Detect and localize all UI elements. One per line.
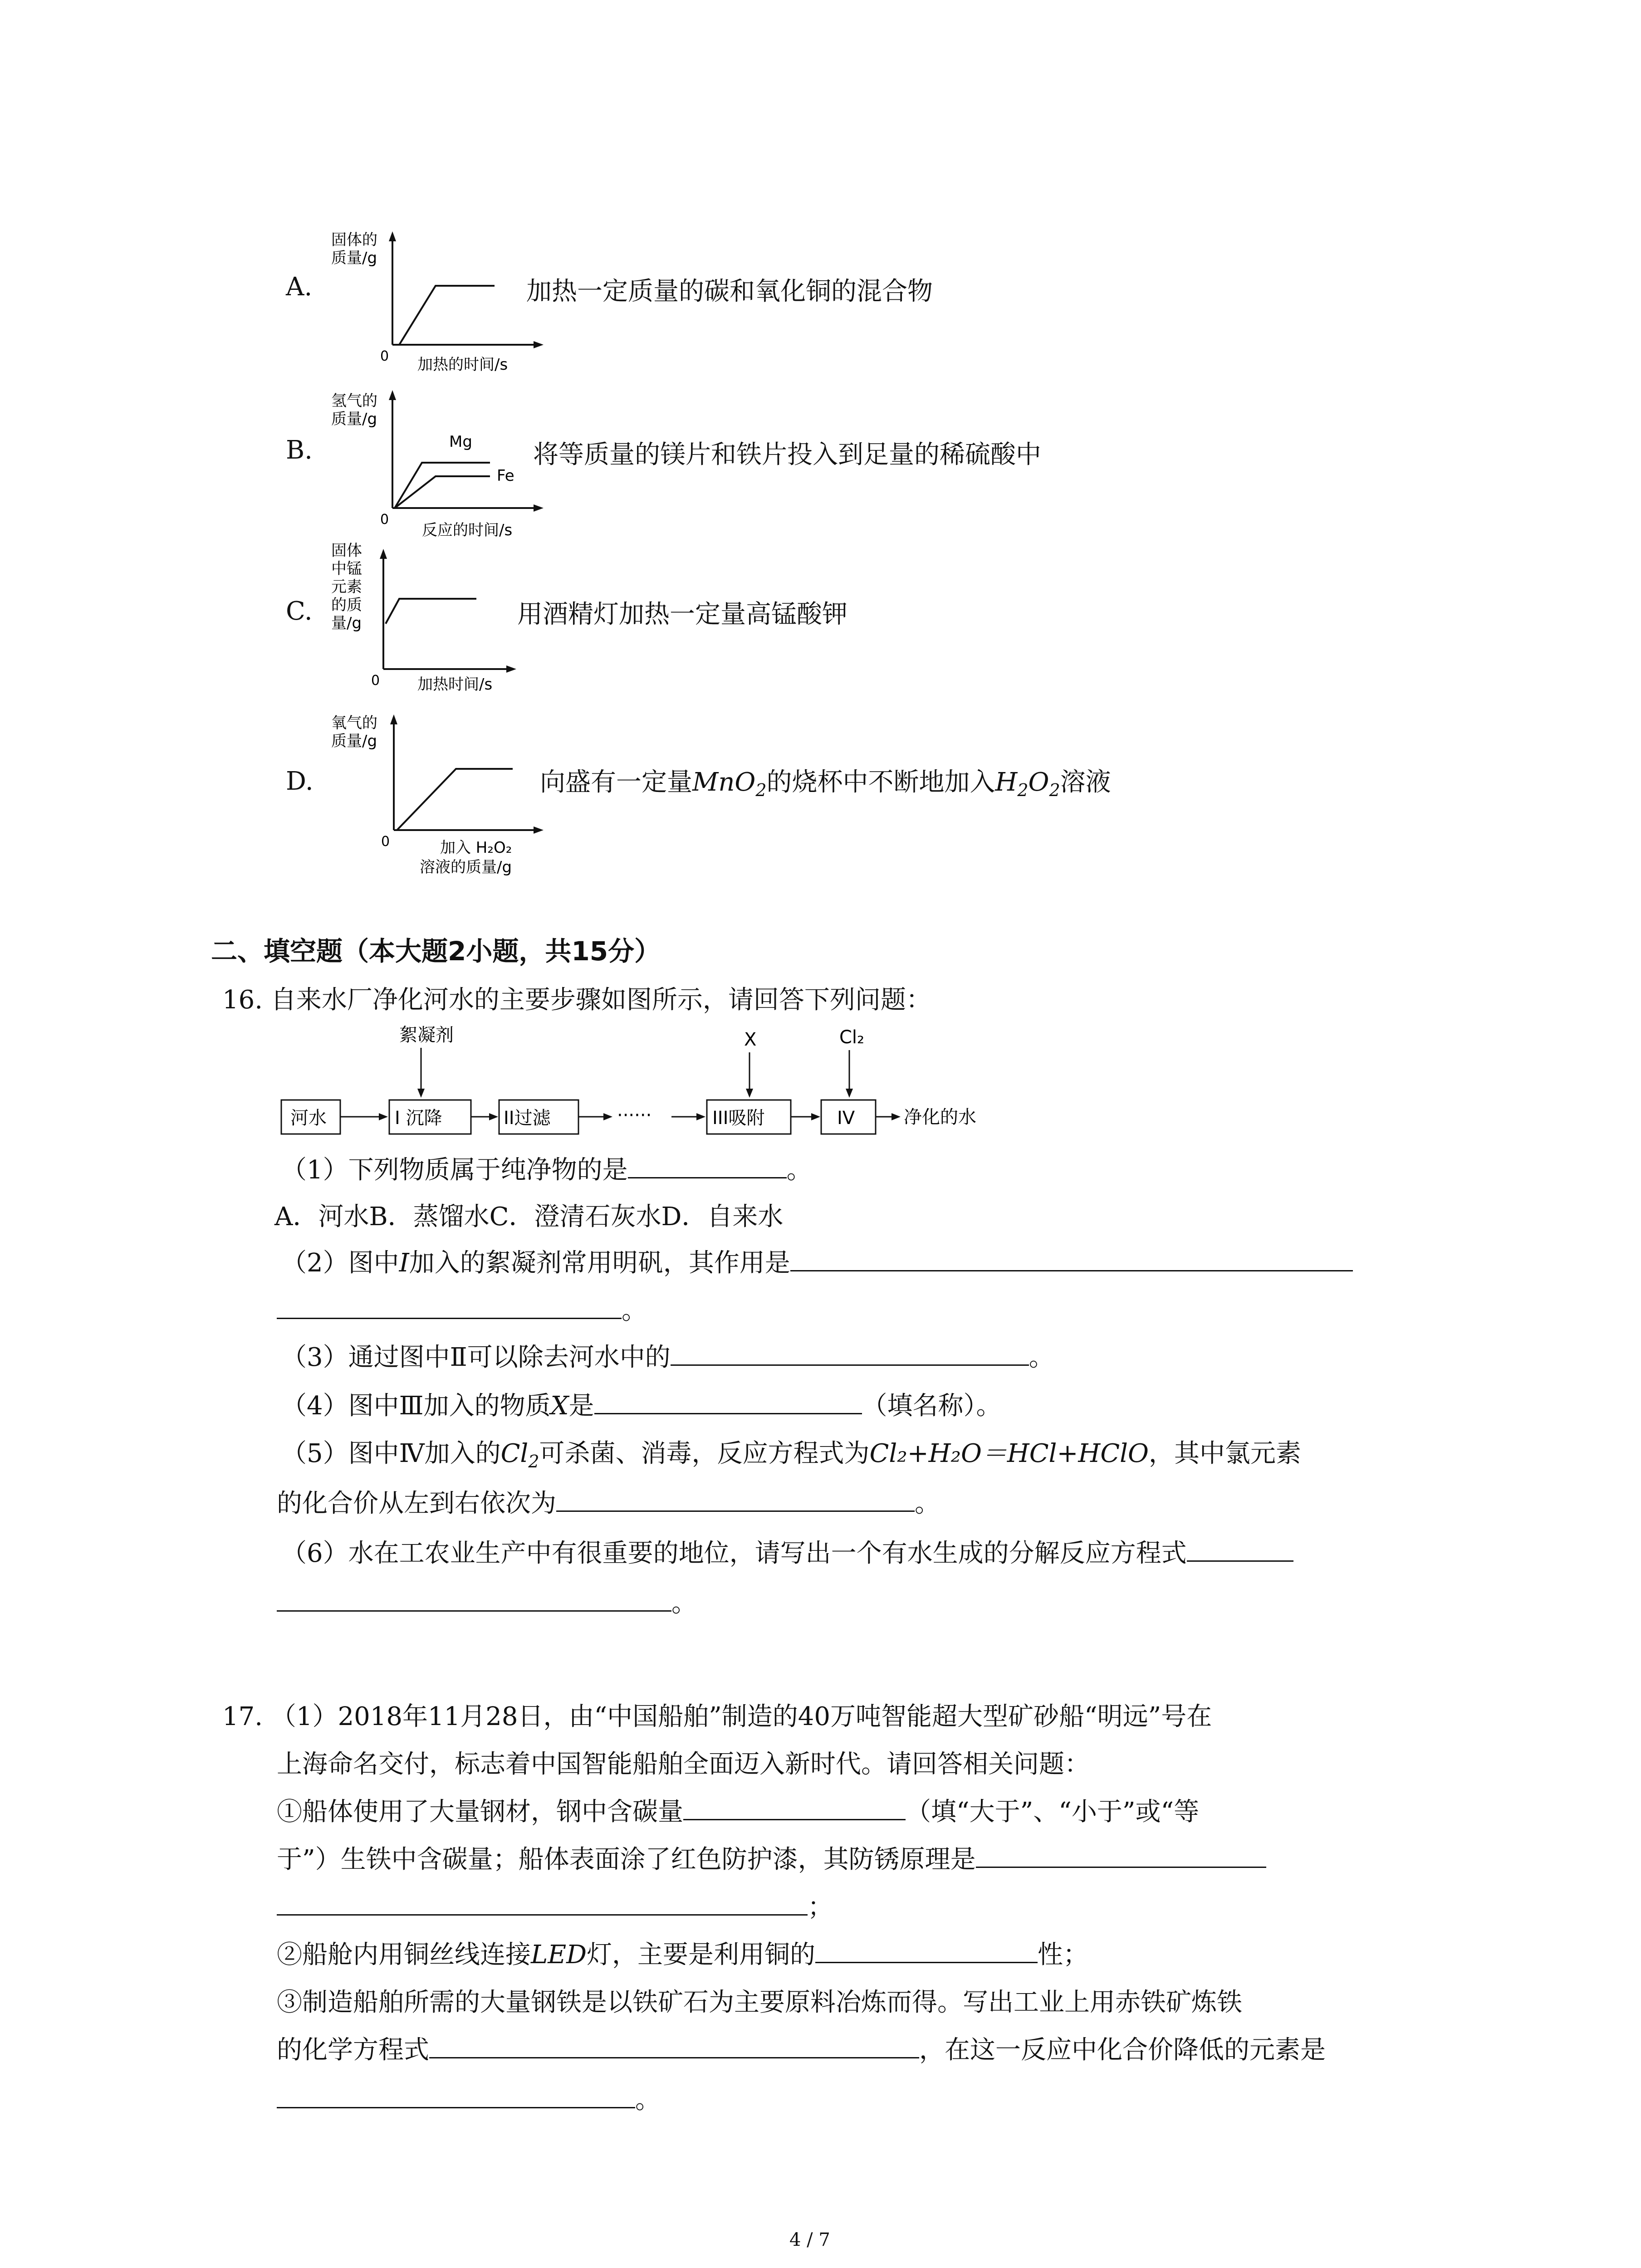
q16-option-a: A．河水 [274,1202,369,1232]
flow-box-settle: I 沉降 [395,1108,442,1129]
q16-p2-blank[interactable] [790,1247,1353,1271]
flow-end: 净化的水 [904,1107,976,1128]
flow-dots: ······ [617,1105,652,1126]
q17-copper-blank[interactable] [815,1939,1038,1963]
q17-line-9: 。 [277,2080,661,2116]
section-title: 二、填空题（本大题2小题，共15分） [211,936,661,967]
q16-option-c: C．澄清石灰水 [489,1202,661,1232]
option-b-letter: B. [286,435,313,465]
graph-b-origin: 0 [380,512,389,528]
graph-c-ylabel-3: 元素 [331,578,362,596]
graph-d [327,701,544,882]
graph-c [327,540,517,703]
option-a-letter: A. [286,272,313,302]
option-b-description: 将等质量的镁片和铁片投入到足量的稀硫酸中 [533,440,1041,469]
q16-part4: （4）图中Ⅲ加入的物质X是 （填名称）。 [281,1391,1002,1421]
q17-line-4: 于”）生铁中含碳量；船体表面涂了红色防护漆，其防锈原理是 [277,1839,1266,1876]
q16-part6: （6）水在工农业生产中有很重要的地位，请写出一个有水生成的分解反应方程式 [281,1533,1293,1569]
graph-b-ylabel-2: 质量/g [331,410,377,428]
q17-rust-blank-2[interactable] [277,1892,808,1916]
graph-b-xlabel: 反应的时间/s [422,521,513,539]
q17-line-5: ； [277,1887,833,1923]
flow-box-adsorb: III吸附 [712,1108,765,1129]
q16-flow-diagram [272,1021,1053,1143]
graph-d-origin: 0 [381,834,390,850]
page-number: 4 / 7 [789,2229,830,2250]
q16-p6-blank[interactable] [1187,1538,1293,1562]
graph-b-curve-fe: Fe [497,467,514,485]
q16-part5-cont: 的化合价从左到右依次为 。 [277,1489,940,1518]
graph-a-origin: 0 [380,348,389,364]
flow-label-flocculant: 絮凝剂 [399,1025,454,1046]
graph-d-ylabel-1: 氧气的 [331,714,377,732]
q16-part2-cont: 。 [277,1290,647,1327]
option-c-description: 用酒精灯加热一定量高锰酸钾 [517,600,847,629]
option-a-description: 加热一定质量的碳和氧化铜的混合物 [526,277,933,306]
q16-p1-blank[interactable] [628,1154,787,1178]
graph-c-ylabel-5: 量/g [331,614,362,632]
q16-part1-options [274,1197,783,1233]
flow-label-cl2: Cl₂ [839,1027,865,1048]
q16-option-d: D．自来水 [661,1202,784,1232]
q16-p6-blank-2[interactable] [277,1588,671,1612]
q16-option-b: B．蒸馏水 [369,1202,490,1232]
q16-p2-blank-2[interactable] [277,1295,622,1319]
q17-line-3: ①船体使用了大量钢材，钢中含碳量 （填“大于”、“小于”或“等 [277,1797,1200,1827]
q16-part2: （2）图中I加入的絮凝剂常用明矾，其作用是 [281,1243,1353,1279]
q16-p3-blank[interactable] [671,1342,1029,1366]
graph-a-xlabel: 加热的时间/s [417,356,508,374]
flow-box-filter: II过滤 [504,1108,551,1129]
q17-element-blank[interactable] [277,2084,635,2108]
graph-c-ylabel-4: 的质 [331,596,362,614]
q16-part5: （5）图中Ⅳ加入的$Cl_2$可杀菌、消毒，反应方程式为Cl₂+H₂O＝HCl+HClO，其中氯元素 [281,1439,1301,1471]
q17-rust-blank[interactable] [976,1844,1266,1868]
q16-part1: （1）下列物质属于纯净物的是 。 [281,1155,812,1185]
graph-b-curve-mg: Mg [449,433,472,451]
q16-part3: （3）通过图中Ⅱ可以除去河水中的 。 [281,1343,1054,1372]
q16-p5-blank[interactable] [556,1488,915,1512]
q17-equation-blank[interactable] [429,2034,919,2058]
flow-label-x: X [744,1029,757,1050]
graph-c-ylabel-2: 中锰 [331,560,362,578]
option-c-letter: C. [286,596,313,626]
q17-line-6: ②船舱内用铜丝线连接LED灯，主要是利用铜的 性； [277,1940,1088,1970]
q16-p4-blank[interactable] [594,1390,862,1414]
q16-p5-equation: Cl₂+H₂O＝HCl+HClO [869,1439,1149,1468]
q17-line-8: 的化学方程式 ，在这一反应中化合价降低的元素是 [277,2035,1326,2065]
graph-d-ylabel-2: 质量/g [331,732,377,750]
graph-c-xlabel: 加热时间/s [417,675,493,694]
flow-box-river: 河水 [290,1108,327,1129]
q17-line-7: ③制造船舶所需的大量钢铁是以铁矿石为主要原料冶炼而得。写出工业上用赤铁矿炼铁 [277,1988,1242,2017]
graph-b-ylabel-1: 氢气的 [331,392,377,410]
graph-a-ylabel-1: 固体的 [331,231,377,249]
graph-d-xlabel-2: 溶液的质量/g [420,858,512,876]
flow-box-iv: IV [837,1108,855,1129]
graph-c-ylabel-1: 固体 [331,542,362,560]
q16-stem: 16. 自来水厂净化河水的主要步骤如图所示，请回答下列问题： [222,985,931,1015]
option-d-letter: D. [286,767,314,796]
graph-c-origin: 0 [371,673,380,689]
graph-a-ylabel-2: 质量/g [331,249,377,267]
graph-a [327,218,544,381]
q17-line-1: 17. （1）2018年11月28日，由“中国船舶”制造的40万吨智能超大型矿砂船“明远”号在 [222,1702,1212,1731]
graph-d-xlabel-1: 加入 H₂O₂ [440,839,512,857]
option-d-description: 向盛有一定量MnO$_2$的烧杯中不断地加入$H_2O_2$溶液 [540,767,1111,800]
q17-line-2: 上海命名交付，标志着中国智能船舶全面迈入新时代。请回答相关问题： [277,1750,1090,1779]
q17-carbon-blank[interactable] [683,1796,906,1820]
graph-b [327,379,544,547]
q16-part6-cont: 。 [277,1583,697,1619]
